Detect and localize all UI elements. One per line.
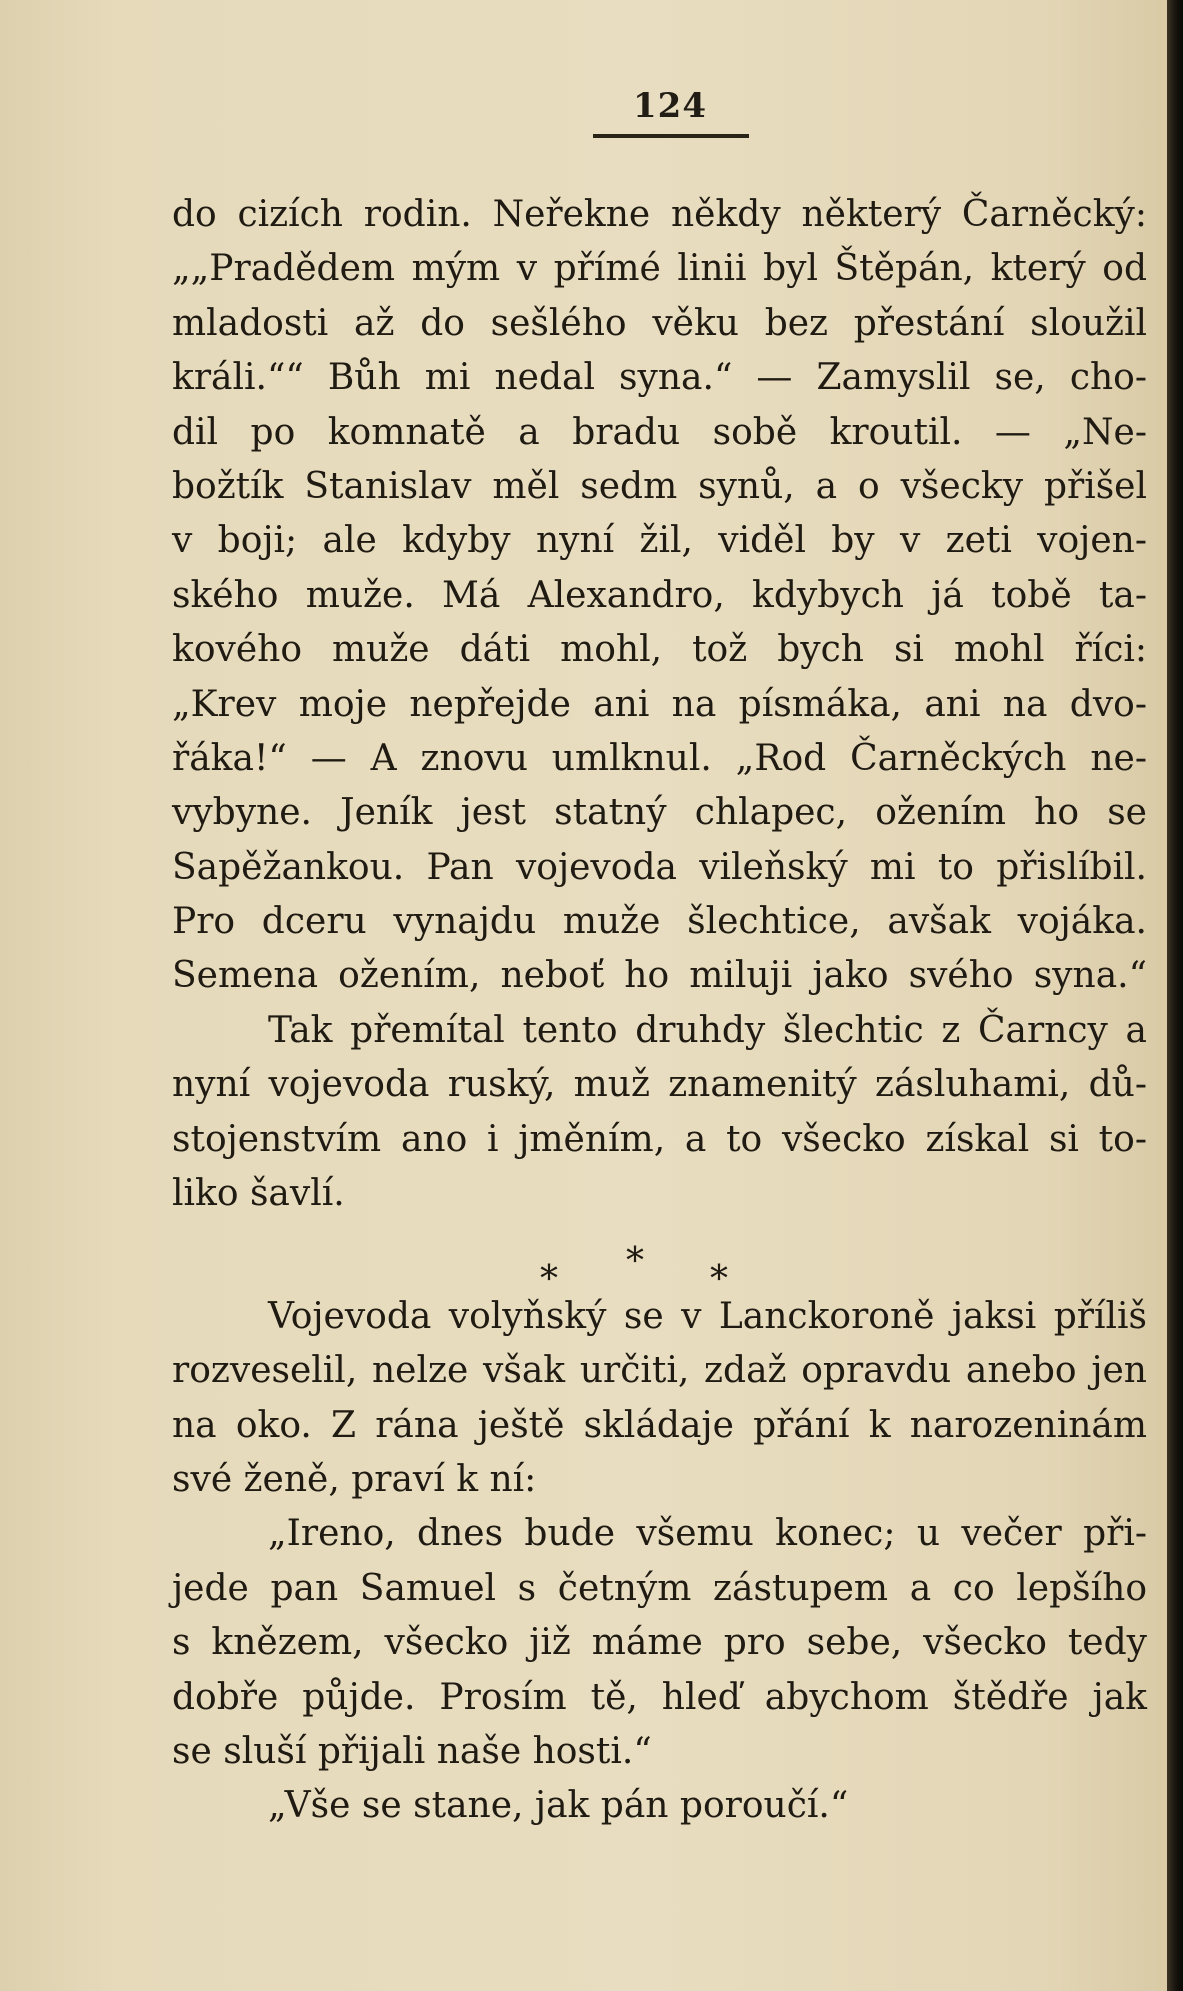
text-line: stojenstvím ano i jměním, a to všecko získal si to- [172,1118,1147,1160]
text-line: božtík Stanislav měl sedm synů, a o všecky přišel [172,465,1147,507]
text-line: králi.““ Bůh mi nedal syna.“ — Zamyslil se, cho- [172,357,1147,399]
text-line: vybyne. Jeník jest statný chlapec, ožením ho se [172,792,1147,834]
text-line: ského muže. Má Alexandro, kdybych já tobě ta- [172,574,1147,616]
text-line: „Ireno, dnes bude všemu konec; u večer při- [268,1513,1147,1555]
text-line: nyní vojevoda ruský, muž znamenitý zásluhami, dů- [172,1064,1147,1106]
text-line: s knězem, všecko již máme pro sebe, všecko tedy [172,1622,1147,1664]
text-line: jede pan Samuel s četným zástupem a co lepšího [172,1567,1147,1609]
section-gap [172,1221,1147,1235]
text-line: řáka!“ — A znovu umlknul. „Rod Čarněckých ne- [172,737,1147,779]
text-line: dil po komnatě a bradu sobě kroutil. — „Ne- [172,411,1147,453]
text-line: Semena ožením, neboť ho miluji jako svého syna.“ [172,955,1147,997]
text-line: liko šavlí. [172,1173,345,1215]
text-line: kového muže dáti mohl, tož bych si mohl říci: [172,629,1147,671]
text-line: mladosti až do sešlého věku bez přestání sloužil [172,302,1147,344]
text-line: „„Pradědem mým v přímé linii byl Štěpán, který od [172,248,1147,290]
text-line: na oko. Z rána ještě skládaje přání k narozeninám [172,1404,1147,1446]
body-text [172,188,1147,1834]
text-line: Sapěžankou. Pan vojevoda vileňský mi to přislíbil. [172,846,1147,888]
text-line: rozveselil, nelze však určiti, zdaž opravdu anebo jen [172,1350,1147,1392]
text-line: „Krev moje nepřejde ani na písmáka, ani na dvo- [172,683,1147,725]
page-edge-shadow [1167,0,1183,1991]
text-line: Vojevoda volyňský se v Lanckoroně jaksi příliš [268,1295,1147,1337]
text-line: do cizích rodin. Neřekne někdy některý Čarněcký: [172,194,1147,235]
asterisk: * [626,1241,644,1283]
text-line: se sluší přijali naše hosti.“ [172,1730,652,1772]
text-line: Tak přemítal tento druhdy šlechtic z Čarncy a [268,1009,1147,1051]
asterisk: * [540,1259,558,1301]
page-number-rule [593,134,749,138]
text-line: v boji; ale kdyby nyní žil, viděl by v zeti vojen- [172,520,1147,562]
asterisk: * [710,1259,728,1301]
text-line: své ženě, praví k ní: [172,1458,537,1500]
page-number: 124 [633,86,707,126]
text-line: dobře půjde. Prosím tě, hleď abychom štědře jak [172,1676,1147,1718]
text-line: Pro dceru vynajdu muže šlechtice, avšak vojáka. [172,901,1147,943]
section-break-asterisms [172,1235,1147,1301]
text-line: „Vše se stane, jak pán poroučí.“ [268,1785,849,1827]
